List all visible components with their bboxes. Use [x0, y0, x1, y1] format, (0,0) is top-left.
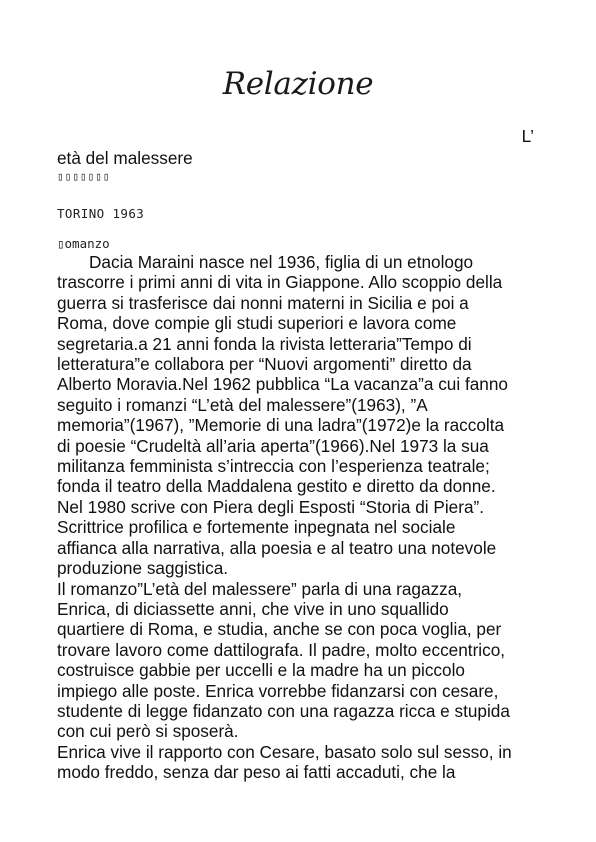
text-line: Enrica vive il rapporto con Cesare, basato solo sul sesso, in	[57, 741, 512, 762]
text-line: Alberto Moravia.Nel 1962 pubblica “La vacanza”a cui fanno	[57, 374, 508, 395]
document-title: Relazione	[222, 66, 374, 102]
text-line: studente di legge fidanzato con una ragazza ricca e stupida	[57, 700, 510, 721]
text-line: guerra si trasferisce dai nonni materni in Sicilia e poi a	[57, 292, 469, 313]
text-line: impiego alle poste. Enrica vorrebbe fidanzarsi con cesare,	[57, 680, 499, 701]
text-line: quartiere di Roma, e studia, anche se con poca voglia, per	[57, 619, 502, 640]
author-placeholder: ▯▯▯▯▯▯▯	[57, 170, 111, 183]
text-line: di poesie “Crudeltà all’aria aperta”(1966).Nel 1973 la sua	[57, 435, 489, 456]
text-line: trascorre i primi anni di vita in Giappone. Allo scoppio della	[57, 272, 503, 293]
text-line: segretaria.a 21 anni fonda la rivista letteraria”Tempo di	[57, 333, 472, 354]
text-line: trovare lavoro come dattilografa. Il padre, molto eccentrico,	[57, 639, 506, 660]
text-line: Enrica, di diciassette anni, che vive in uno squallido	[57, 598, 449, 619]
text-line: Il romanzo”L’età del malessere” parla di una ragazza,	[57, 578, 463, 599]
genre-label: ▯omanzo	[57, 236, 110, 251]
text-line: modo freddo, senza dar peso ai fatti accaduti, che la	[57, 762, 456, 783]
text-line: Nel 1980 scrive con Piera degli Esposti “Storia di Piera”.	[57, 496, 485, 517]
text-line: Roma, dove compie gli studi superiori e lavora come	[57, 313, 457, 334]
text-line: con cui però si sposerà.	[57, 721, 239, 742]
text-line: seguito i romanzi “L’età del malessere”(1963), ”A	[57, 394, 428, 415]
book-title: età del malessere	[57, 148, 193, 168]
text-line: Dacia Maraini nasce nel 1936, figlia di un etnologo	[89, 252, 474, 272]
text-line: memoria”(1967), ”Memorie di una ladra”(1972)e la raccolta	[57, 415, 505, 436]
text-line: affianca alla narrativa, alla poesia e al teatro una notevole	[57, 537, 497, 558]
body-text	[57, 252, 539, 783]
heading-lead: L’	[521, 126, 534, 146]
text-line: letteratura”e collabora per “Nuovi argomenti” diretto da	[57, 354, 472, 375]
place-year: TORINO 1963	[57, 206, 145, 221]
text-line: costruisce gabbie per uccelli e la madre ha un piccolo	[57, 660, 465, 681]
text-line: Scrittrice profilica e fortemente inpegnata nel sociale	[57, 517, 456, 538]
text-line: produzione saggistica.	[57, 558, 229, 579]
text-line: militanza femminista s’intreccia con l’esperienza teatrale;	[57, 456, 490, 477]
text-line: fonda il teatro della Maddalena gestito e diretto da donne.	[57, 476, 496, 497]
